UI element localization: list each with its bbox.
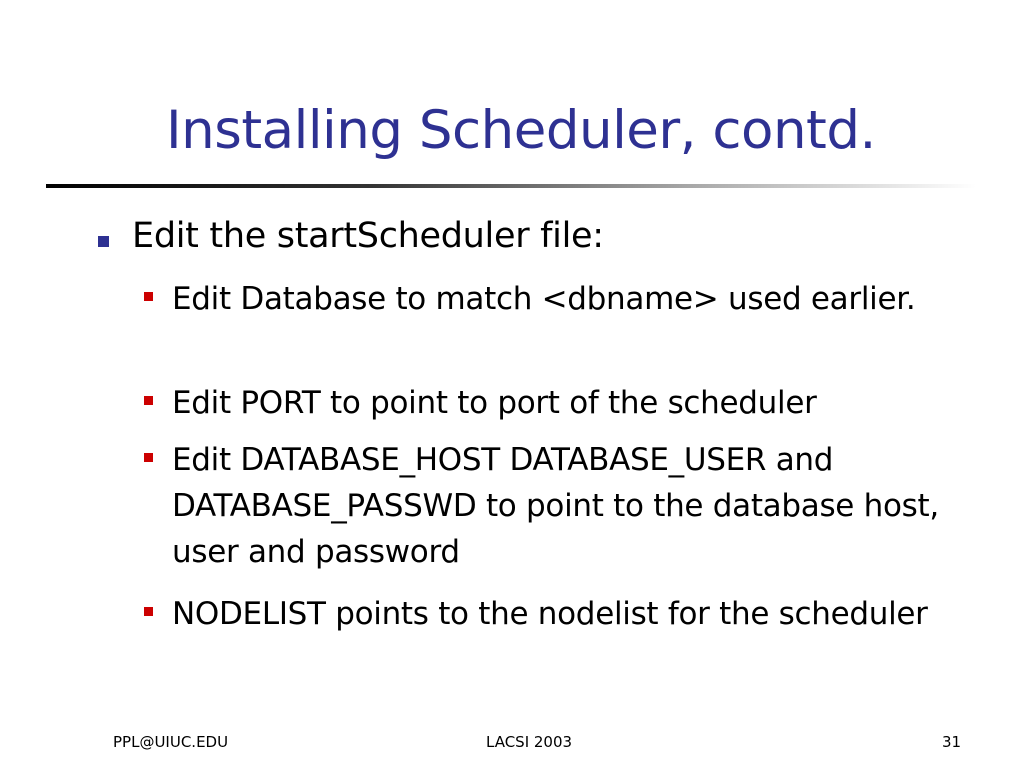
square-bullet-icon	[144, 396, 153, 405]
square-bullet-icon	[98, 236, 109, 247]
sub-bullet-text: Edit Database to match <dbname> used earlier.	[172, 281, 916, 317]
sub-bullet-text: Edit PORT to point to port of the scheduler	[172, 385, 817, 421]
title-divider	[46, 184, 976, 188]
slide-title: Installing Scheduler, contd.	[166, 100, 876, 161]
square-bullet-icon	[144, 607, 153, 616]
sub-bullet-text: Edit DATABASE_HOST DATABASE_USER and DATABASE_PASSWD to point to the database host, user and password	[172, 442, 939, 570]
page-number: 31	[942, 733, 962, 751]
footer-center: LACSI 2003	[486, 733, 573, 751]
footer-left: PPL@UIUC.EDU	[113, 733, 229, 751]
bullet-text: Edit the startScheduler file:	[132, 216, 604, 256]
sub-bullet-text: NODELIST points to the nodelist for the scheduler	[172, 596, 928, 632]
square-bullet-icon	[144, 292, 153, 301]
square-bullet-icon	[144, 453, 153, 462]
